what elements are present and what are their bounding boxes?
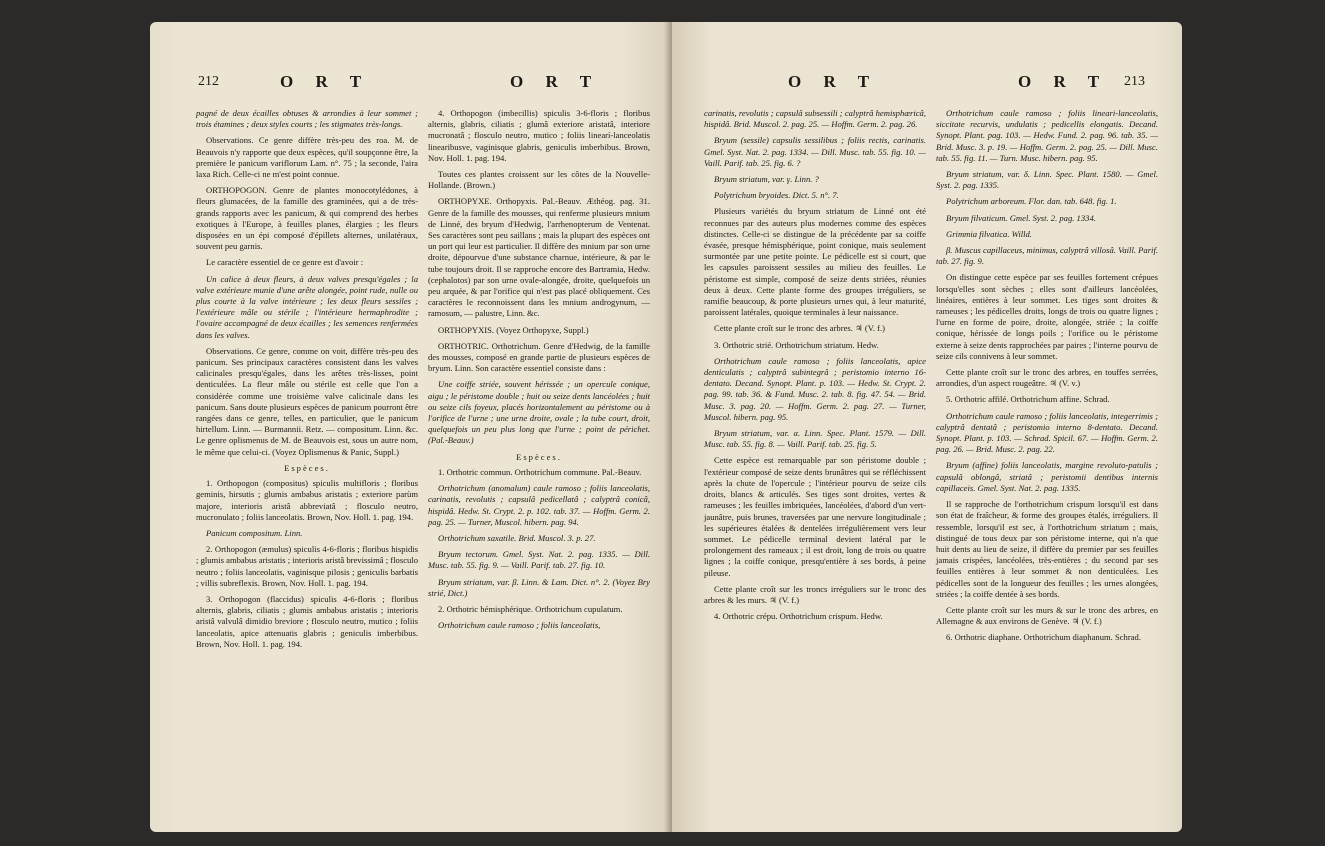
- species-entry: 2. Orthopogon (æmulus) spiculis 4-6-floris ; floribus hispidis ; glumis ambabus aristatis ; interioris aristâ brevissimâ ; flosculo neutro ; foliis lanceolatis, vaginisque pilosis ; geniculis barbatis ; villis subreflexis. Brown, Nov. Holl. 1. pag. 194.: [196, 544, 418, 588]
- habitat-line: Cette plante croît sur les murs & sur le tronc des arbres, en Allemagne & aux environs de Genève. ♃ (V. f.): [936, 604, 1158, 627]
- genus-entry: ORTHOTRIC. Orthotrichum. Genre d'Hedwig, de la famille des mousses, composé en grande partie de plusieurs espèces de bryum. Linn. Son caractère essentiel consiste dans :: [428, 340, 650, 374]
- synonym-line: Bryum striatum, var. δ. Linn. Spec. Plant. 1580. — Gmel. Syst. 2. pag. 1335.: [936, 169, 1158, 191]
- text-paragraph: Toutes ces plantes croissent sur les côtes de la Nouvelle-Hollande. (Brown.): [428, 169, 650, 191]
- synonym-line: Orthotrichum caule ramoso ; foliis lanceolatis,: [438, 620, 601, 631]
- text-paragraph: Le caractère essentiel de ce genre est d'avoir :: [206, 257, 364, 268]
- habitat-line: Cette plante croît sur les troncs irréguliers sur le tronc des arbres & les murs. ♃ (V. f.): [704, 583, 926, 605]
- text-paragraph: Cette espèce est remarquable par son péristome double ; l'extérieur composé de seize dents brunâtres qui se réfléchissent après la chute de l'opercule ; l'intérieur pourvu de seize cils droits, blancs & articulés. Ses tiges sont droites, vertes & rameuses ; les feuilles imbriquées, lancéolées, d'abord d'un vert-jaunâtre, puis brunes, traversées par une nervure longitudinale ; les supérieures étalées & dentelées irrégulièrement vers leur sommet. Le pédicelle terminal devient latéral par le prolongement des rameaux ; il est droit, long de trois ou quatre lignes ; la coiffe conique, presqu'entière à ses bords, à peine pileuse.: [704, 455, 926, 578]
- synonym-line: Bryum (sessile) capsulis sessilibus ; foliis rectis, carinatis. Gmel. Syst. Nat. 2. pag. 1334. — Dill. Musc. tab. 55. fig. 10. — Vaill. Parif. tab. 25. fig. 6. ?: [704, 135, 926, 168]
- cross-reference: ORTHOPYXIS. (Voyez Orthopyxe, Suppl.): [438, 324, 589, 335]
- text-paragraph: Observations. Ce genre diffère très-peu des roa. M. de Beauvois n'y rapporte que deux espèces, qu'il soupçonne être, la première le panicum variflorum Lam. n°. 75 ; la seconde, l'aira laxa Rich. Celle-ci ne m'est point connue.: [196, 135, 418, 180]
- species-entry: 3. Orthotric strié. Orthotrichum striatum. Hedw.: [714, 339, 879, 350]
- species-entry: 3. Orthopogon (flaccidus) spiculis 4-6-floris ; floribus alternis, glabris, ciliatis ; glumis ambabus aristatis ; interioris aristâ valvulâ dimidio breviore ; flosculo neutro, mutico ; foliis lanceolatis, apice attenuatis glabris ; geniculis imberbibus. Brown, Nov. Holl. 1. pag. 194.: [196, 593, 418, 649]
- synonym-line: Orthotrichum caule ramoso ; foliis lanceolatis, apice denticulatis ; calyptrâ subintegrâ ; peristomio interno 16-dentato. Decand. Synopt. Plant. p. 103. — Hedw. St. Crypt. 2. pag. 99. tab. 36. & Fund. Musc. 2. tab. 8. fig. 47. 54. — Brid. Musc. 3. pag. 20. — Hoffm. Germ. 2. pag. 27. — Turner, Muscol. hibern. pag. 95.: [704, 355, 926, 422]
- synonym-line: Orthotrichum saxatile. Brid. Muscol. 3. p. 27.: [438, 532, 596, 543]
- synonym-line: Polytrichum arboreum. Flor. dan. tab. 648. fig. 1.: [946, 196, 1117, 207]
- species-entry: 6. Orthotric diaphane. Orthotrichum diaphanum. Schrad.: [946, 632, 1141, 643]
- genus-entry: ORTHOPYXE. Orthopyxis. Pal.-Beauv. Æthéog. pag. 31. Genre de la famille des mousses, qui renferme plusieurs mnium de Linné, des bryum d'Hedwig, l'arrhenopterum de Ventenat. Ses caractères sont peu saillans ; mais la plupart des espèces ont un port qui leur est particulier. Il diffère des mnium par son urne droite, dépourvue d'une substance charnue, intérieure, & par le tube toujours droit. Il se rapproche encore des Bartramia, Hedw. (cephalotos) par son urne ovale-alongée, droite, quelquefois un peu arquée, & par l'orifice qui n'est pas placé obliquement. Ces caractères le reconnoissent dans les mnium androgynum, — ramosum, — palustre, Linn. &c.: [428, 196, 650, 319]
- species-entry: 4. Orthotric crépu. Orthotrichum crispum. Hedw.: [714, 611, 883, 622]
- species-entry: 1. Orthotric commun. Orthotrichum commune. Pal.-Beauv.: [438, 466, 642, 477]
- running-head: O R T: [1018, 72, 1109, 91]
- character-description: Une coiffe striée, souvent hérissée ; un opercule conique, aigu ; le péristome double ; huit ou seize dents lancéolées ; huit ou seize cils foyeux, placés horizontalement au péristome ou à l'orifice de l'urne ; une urne droite, ovale ; la tube court, droit, quelquefois un peu plus long que l'urne ; point de périchet. (Pal.-Beauv.): [428, 379, 650, 446]
- synonym-line: Bryum filvaticum. Gmel. Syst. 2. pag. 1334.: [946, 212, 1096, 223]
- genus-entry: ORTHOPOGON. Genre de plantes monocotylédones, à fleurs glumacées, de la famille des graminées, qui a de très-grands rapports avec les panicum, & qui comprend des herbes exotiques à l'Europe, à feuilles planes, élargies ; les fleurs disposées en un épi composé d'épillets alternes, unilatéraux, souvent peu garnis.: [196, 185, 418, 252]
- section-heading: Espèces.: [516, 451, 562, 462]
- species-entry: 5. Orthotric affilé. Orthotrichum affine. Schrad.: [946, 394, 1110, 405]
- synonym-line: Bryum (affine) foliis lanceolatis, margine revoluto-patulis ; capsulâ oblongâ, striatâ ; peristomii dentibus internis capillaceis. Gmel. Syst. Nat. 2. pag. 1335.: [936, 460, 1158, 493]
- synonym-line: Orthotrichum caule ramoso ; foliis lanceolatis, integerrimis ; calyptrâ dentatâ ; peristomio interno 8-dentato. Decand. Synopt. Plant. p. 103. — Schrad. Spicil. 67. — Hoffm. Germ. 2. pag. 26. — Brid. Musc. 2. pag. 22.: [936, 410, 1158, 455]
- text-paragraph: Il se rapproche de l'orthotrichum crispum lorsqu'il est dans son état de fraîcheur, & forme des groupes étalés, irréguliers. Il ressemble, lorsqu'il est sec, à l'orthotrichum striatum ; mais, distingué de tous deux par son péristome interne, qui n'a que huit dents au lieu de seize, il diffère du premier par ses feuilles jamais crispées, lancéolées, très-entières ; du second par ses feuilles entières à leur sommet & non denticulées. Les pédicelles sont de la longueur des feuilles ; les urnes alongées, striées ; la coiffe dentée à ses bords.: [936, 499, 1158, 599]
- synonym-line: Panicum compositum. Linn.: [206, 527, 303, 538]
- synonym-line: β. Muscus capillaceus, minimus, calyptrâ villosâ. Vaill. Parif. tab. 27. fig. 9.: [936, 245, 1158, 267]
- text-paragraph: On distingue cette espèce par ses feuilles fortement crépues lorsqu'elles sont sèches ; elles sont d'ailleurs lancéolées, linéaires, entières à leur sommet. Les tiges sont droites & rameuses ; les pédicelles droits, longs de trois ou quatre lignes ; l'urne en forme de poire, droite, alongée, striée ; la coiffe conique, hérissée de longs poils ; l'orifice ou le péristome externe à seize dents rapprochées par paires ; l'interne pourvu de seize cils connivens à leur sommet.: [936, 272, 1158, 361]
- synonym-line: Grimmia filvatica. Willd.: [946, 228, 1032, 239]
- left-column-2: [428, 108, 650, 636]
- habitat-line: Cette plante croît sur le tronc des arbres. ♃ (V. f.): [714, 323, 886, 334]
- running-head: O R T: [510, 72, 601, 91]
- species-entry: 4. Orthopogon (imbecillis) spiculis 3-6-floris ; floribus alternis, glabris, ciliatis ; glumâ exteriore aristatâ, interiore mucronatâ ; flosculo neutro, mutico ; foliis linearí-lanceolatis linearibusve, vaginisque glabris, geniculis imberbibus. Brown, Nov. Holl. 1. pag. 194.: [428, 108, 650, 163]
- synonym-line: carinatis, revolutis ; capsulâ subsessili ; calyptrâ hemisphæricâ, hispidâ. Brid. Muscol. 2. pag. 25. — Hoffm. Germ. 2. pag. 26.: [704, 108, 926, 130]
- right-column-2: [936, 108, 1158, 649]
- synonym-line: Bryum tectorum. Gmel. Syst. Nat. 2. pag. 1335. — Dill. Musc. tab. 55. fig. 9. — Vaill. Parif. tab. 27. fig. 10.: [428, 549, 650, 571]
- synonym-line: Bryum striatum, var. α. Linn. Spec. Plant. 1579. — Dill. Musc. tab. 55. fig. 8. — Vaill. Parif. tab. 25. fig. 5.: [704, 428, 926, 450]
- page-number: 212: [198, 74, 219, 89]
- text-paragraph: pagné de deux écailles obtuses & arrondies à leur sommet ; trois étamines ; deux styles courts ; les stigmates très-longs.: [196, 108, 418, 130]
- species-entry: 2. Orthotric hémisphérique. Orthotrichum cupulatum.: [438, 603, 623, 614]
- synonym-line: Polytrichum bryoides. Dict. 5. n°. 7.: [714, 190, 839, 201]
- running-head: O R T: [280, 72, 371, 91]
- left-column-1: [196, 108, 418, 655]
- right-page: [672, 22, 1182, 832]
- synonym-line: Bryum striatum, var. γ. Linn. ?: [714, 174, 819, 185]
- species-entry: 1. Orthopogon (compositus) spiculis multifloris ; floribus geminis, hirsutis ; glumis ambabus aristatis ; exteriore parùm majore, interioris aristâ abbreviatâ ; flosculo neutro, mucronulato ; foliis lanceolatis. Brown, Nov. Holl. 1. pag. 194.: [196, 478, 418, 522]
- text-paragraph: Observations. Ce genre, comme on voit, diffère très-peu des panicum. Ses principaux caractères consistent dans les valves calicinales presqu'égales, dans les arêtes très-lisses, point denticulées. La fleur mâle ou stérile est celle que l'on a considérée comme une troisième valve calicinale dans les panicum. Sans doute plusieurs espèces de panicum pourront être rangées dans ce genre, telles, en particulier, que le panicum hirtellum. Linn. — Burmannii. Retz. — compositum. Linn. &c. Le genre oplismenus de M. de Beauvois est, sous un autre nom, le même que celui-ci. (Voyez Oplismenus & Panic, Suppl.): [196, 345, 418, 457]
- left-page: [150, 22, 672, 832]
- synonym-line: Orthotrichum caule ramoso ; foliis lineari-lanceolatis, siccitate recurvis, undulatis ; pedicellis elongatis. Decand. Synopt. Plant. pag. 103. — Hedw. Fund. 2. pag. 96. tab. 35. — Brid. Musc. 3. p. 19. — Hoffm. Germ. 2. pag. 25. — Dill. Musc. tab. 55. fig. 11. — Turn. Musc. hibern. pag. 95.: [936, 108, 1158, 163]
- section-heading: Espèces.: [284, 462, 330, 473]
- running-head: O R T: [788, 72, 879, 91]
- synonym-line: Orthotrichum (anomalum) caule ramoso ; foliis lanceolatis, carinatis, revolutis ; capsulâ pedicellatâ ; calyptrâ conicâ, hispidâ. Hedw. St. Crypt. 2. p. 102. tab. 37. — Hoffm. Germ. 2. pag. 25. — Turner, Muscol. hibern. pag. 94.: [428, 483, 650, 527]
- page-number: 213: [1124, 74, 1145, 89]
- right-column-1: [704, 108, 926, 627]
- habitat-line: Cette plante croît sur le tronc des arbres, en touffes serrées, arrondies, d'un aspect rougeâtre. ♃ (V. v.): [936, 367, 1158, 389]
- synonym-line: Bryum striatum, var. β. Linn. & Lam. Dict. n°. 2. (Voyez Bry strié, Dict.): [428, 576, 650, 598]
- character-description: Un calice à deux fleurs, à deux valves presqu'égales ; la valve extérieure munie d'une arête alongée, point rude, nulle ou plus courte à la valve intérieure ; les deux fleurs sessiles ; l'extérieure mâle ou stérile ; l'intérieure hermaphrodite ; l'ovaire accompagné de deux écailles ; les semences renfermées dans les valves.: [196, 273, 418, 340]
- text-paragraph: Plusieurs variétés du bryum striatum de Linné ont été reconnues par des auteurs plus modernes comme des espèces distinctes. Celle-ci se distingue de la précédente par sa coiffe évasée, presque hémisphérique, point conique, mais seulement surmontée par une petite pointe. Le pédicelle est si court, que les capsules paroissent sessiles au milieu des feuilles. Le péristome est simple, composé de seize dents striées, réunies deux à deux. Cette plante forme des groupes irréguliers, se ramifie beaucoup, & porte plusieurs urnes qui, à leur maturité, paroissent latérales, quoique terminales à leur naissance.: [704, 206, 926, 318]
